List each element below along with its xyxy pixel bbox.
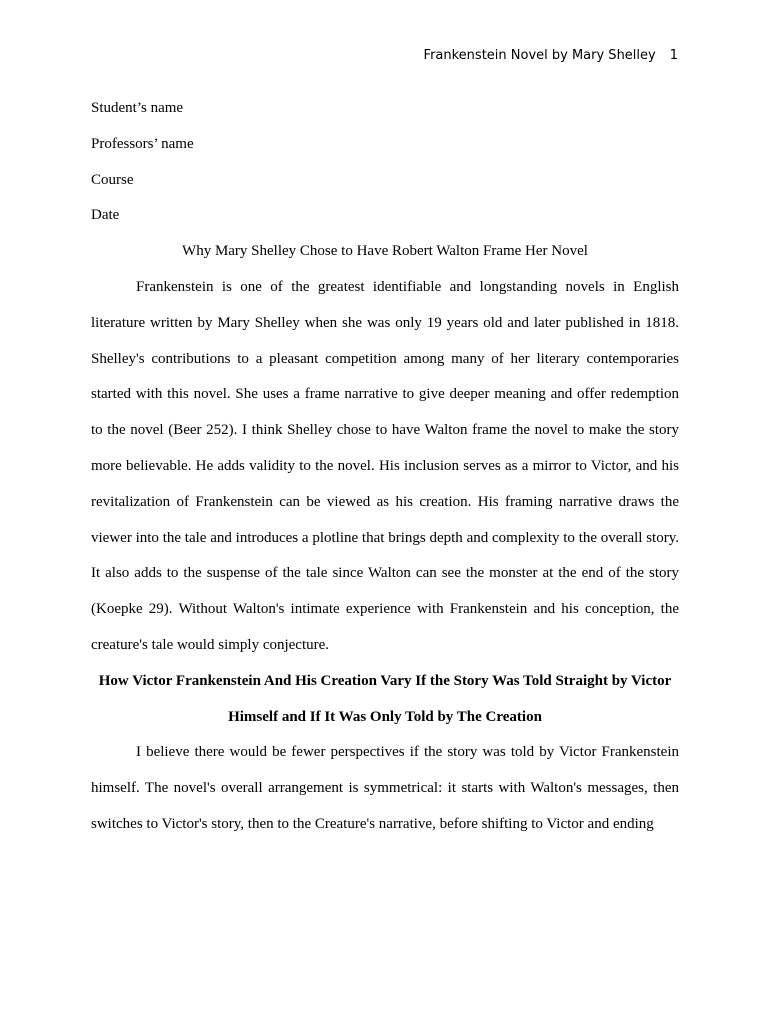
professor-name-line: Professors’ name [91,135,194,152]
course-line: Course [91,171,134,188]
page-number: 1 [669,48,678,63]
student-name-line: Student’s name [91,100,184,116]
section-heading: How Victor Frankenstein And His Creation Vary If the Story Was Told Straight by Victor Himself and If It Was Only Told by The Creation [98,672,672,725]
running-title: Frankenstein Novel by Mary Shelley [423,48,656,63]
running-header [424,46,678,66]
date-line: Date [91,207,120,224]
document-body [91,91,679,843]
essay-title: Why Mary Shelley Chose to Have Robert Walton Frame Her Novel [182,243,588,260]
body-paragraph-1: Frankenstein is one of the greatest identifiable and longstanding novels in English literature written by Mary Shelley when she was only 19 years old and later published in 1818. Shelley's contributions to a pleasant competition among many of her literary contemporaries started with this novel. She uses a frame narrative to give deeper meaning and offer redemption to the novel (Beer 252). I think Shelley chose to have Walton frame the novel to make the story more believable. He adds validity to the novel. His inclusion serves as a mirror to Victor, and his revitalization of Frankenstein can be viewed as his creation. His framing narrative draws the viewer into the tale and introduces a plotline that brings depth and complexity to the overall story. It also adds to the suspense of the tale since Walton can see the monster at the end of the story (Koepke 29). Without Walton's intimate experience with Frankenstein and his conception, the creature's tale would simply conjecture. [91,278,679,653]
body-paragraph-2: I believe there would be fewer perspectives if the story was told by Victor Frankenstein himself. The novel's overall arrangement is symmetrical: it starts with Walton's messages, then switches to Victor's story, then to the Creature's narrative, before shifting to Victor and ending [91,744,679,832]
